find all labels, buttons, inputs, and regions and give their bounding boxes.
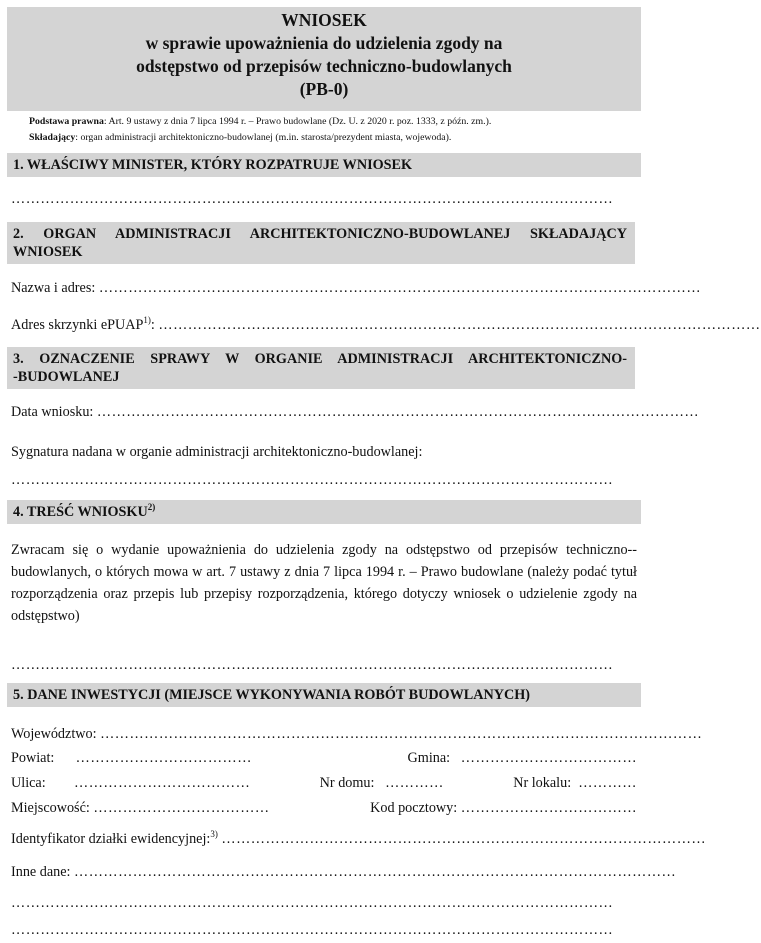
- section-4-footnote: 2): [147, 502, 156, 512]
- form-subtitle-line-1: w sprawie upoważnienia do udzielenia zgody na: [145, 33, 503, 53]
- house-no-label: Nr domu:: [319, 775, 375, 791]
- minister-field[interactable]: [11, 190, 637, 208]
- epuap-colon: :: [150, 317, 155, 333]
- section-2-header: [7, 222, 635, 264]
- name-address-field[interactable]: [11, 279, 702, 297]
- postal-dotted-line: ………………………………: [460, 800, 637, 816]
- submitter-info: [29, 132, 451, 144]
- county-commune-row: [11, 749, 637, 767]
- section-3-header: [7, 347, 635, 389]
- name-address-label: Nazwa i adres:: [11, 280, 96, 296]
- request-dotted-line: ……………………………………………………………………………………………………………: [11, 657, 614, 673]
- section-3-title-line-1: 3. OZNACZENIE SPRAWY W ORGANIE ADMINISTRACJI ARCHITEKTONICZNO-: [13, 351, 627, 367]
- locality-label: Miejscowość:: [11, 800, 90, 816]
- name-address-dotted-line: ……………………………………………………………………………………………………………: [98, 280, 702, 296]
- form-subtitle-line-2: odstępstwo od przepisów techniczno-budowlanych: [136, 56, 512, 76]
- section-4-header: [7, 500, 641, 524]
- signature-field[interactable]: [11, 471, 637, 489]
- postal-label: Kod pocztowy:: [370, 800, 458, 816]
- county-dotted-line: ………………………………: [75, 750, 252, 766]
- form-header: [7, 7, 641, 111]
- voivodeship-field[interactable]: [11, 725, 703, 743]
- street-field[interactable]: [11, 774, 250, 792]
- other-data-dotted-line-2: ……………………………………………………………………………………………………………: [11, 895, 614, 911]
- signature-dotted-line: ……………………………………………………………………………………………………………: [11, 472, 614, 488]
- section-2-title-line-1: 2. ORGAN ADMINISTRACJI ARCHITEKTONICZNO-BUDOWLANEJ SKŁADAJĄCY: [13, 226, 627, 242]
- epuap-label: Adres skrzynki ePUAP: [11, 317, 144, 333]
- other-data-line-2[interactable]: [11, 894, 637, 912]
- request-field[interactable]: [11, 656, 637, 674]
- date-dotted-line: ……………………………………………………………………………………………………………: [96, 404, 700, 420]
- house-no-dotted-line: …………: [385, 775, 444, 791]
- parcel-label: Identyfikator działki ewidencyjnej:: [11, 831, 211, 847]
- section-3-title-line-2: -BUDOWLANEJ: [13, 369, 120, 385]
- section-1-header: [7, 153, 641, 177]
- section-5-title: 5. DANE INWESTYCJI (MIEJSCE WYKONYWANIA ROBÓT BUDOWLANYCH): [13, 687, 530, 703]
- locality-dotted-line: ………………………………: [93, 800, 270, 816]
- minister-dotted-line: ……………………………………………………………………………………………………………: [11, 191, 614, 207]
- section-4-title: 4. TREŚĆ WNIOSKU: [13, 504, 148, 520]
- epuap-dotted-line: ……………………………………………………………………………………………………………: [158, 317, 761, 333]
- section-2-title-line-2: WNIOSEK: [13, 244, 83, 260]
- submitter-label: Składający: [29, 132, 76, 143]
- date-field[interactable]: [11, 403, 700, 421]
- commune-label: Gmina:: [407, 750, 451, 766]
- other-data-label: Inne dane:: [11, 864, 71, 880]
- other-data-dotted-line: ……………………………………………………………………………………………………………: [74, 864, 677, 880]
- form-code: (PB-0): [299, 79, 349, 99]
- parcel-field[interactable]: [11, 829, 707, 848]
- legal-basis: [29, 116, 491, 128]
- signature-label: Sygnatura nadana w organie administracji architektoniczno-budowlanej:: [11, 444, 423, 460]
- section-1-title: 1. WŁAŚCIWY MINISTER, KTÓRY ROZPATRUJE WNIOSEK: [13, 157, 413, 173]
- date-label: Data wniosku:: [11, 404, 94, 420]
- voivodeship-label: Województwo:: [11, 726, 97, 742]
- commune-field[interactable]: [408, 749, 637, 767]
- street-row: [11, 774, 637, 792]
- street-dotted-line: ………………………………: [74, 775, 251, 791]
- postal-field[interactable]: [370, 799, 637, 817]
- parcel-footnote: 3): [210, 829, 218, 839]
- epuap-footnote: 1): [143, 315, 151, 325]
- legal-basis-text: : Art. 9 ustawy z dnia 7 lipca 1994 r. – Prawo budowlane (Dz. U. z 2020 r. poz. 1333, z późn. zm.).: [103, 116, 492, 127]
- county-field[interactable]: [11, 749, 252, 767]
- house-no-field[interactable]: [320, 774, 444, 792]
- other-data-line-3[interactable]: [11, 921, 637, 939]
- submitter-text: : organ administracji architektoniczno-budowlanej (m.in. starosta/prezydent miasta, wojewoda).: [75, 132, 452, 143]
- other-data-dotted-line-3: ……………………………………………………………………………………………………………: [11, 922, 614, 938]
- unit-no-label: Nr lokalu:: [513, 775, 572, 791]
- section-5-header: [7, 683, 641, 707]
- parcel-dotted-line: ………………………………………………………………………………………: [221, 831, 707, 847]
- unit-no-dotted-line: …………: [578, 775, 637, 791]
- locality-field[interactable]: [11, 799, 270, 817]
- epuap-field[interactable]: [11, 315, 761, 334]
- locality-row: [11, 799, 637, 817]
- commune-dotted-line: ………………………………: [460, 750, 637, 766]
- unit-no-field[interactable]: [513, 774, 637, 792]
- county-label: Powiat:: [11, 750, 55, 766]
- form-title: WNIOSEK: [281, 10, 367, 30]
- request-text: Zwracam się o wydanie upoważnienia do udzielenia zgody na odstępstwo od przepisów techniczno--budowlanych, o których mowa w art. 7 ustawy z dnia 7 lipca 1994 r. – Prawo budowlane (należy podać tytuł rozporządzenia oraz przepis lub przepisy rozporządzenia, którego dotyczy wniosek o udzielenie zgody na odstępstwo): [11, 542, 637, 624]
- voivodeship-dotted-line: ……………………………………………………………………………………………………………: [100, 726, 703, 742]
- legal-basis-label: Podstawa prawna: [29, 116, 104, 127]
- street-label: Ulica:: [11, 775, 46, 791]
- other-data-field[interactable]: [11, 863, 677, 881]
